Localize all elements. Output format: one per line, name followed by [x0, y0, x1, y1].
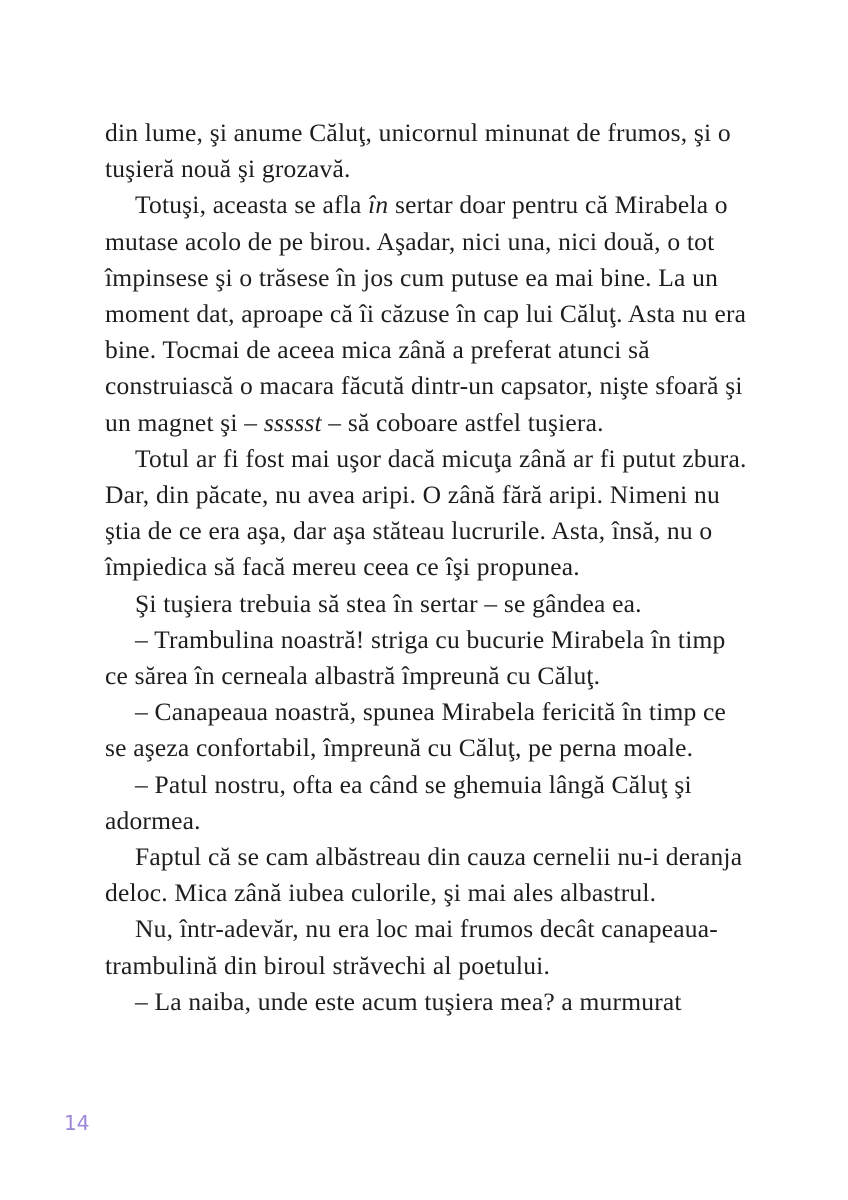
- paragraph: [105, 984, 753, 1020]
- paragraph: [105, 694, 753, 766]
- paragraph: [105, 911, 753, 983]
- paragraph-text: Totuşi, aceasta se afla: [135, 190, 369, 220]
- paragraph-text: – Canapeaua noastră, spunea Mirabela fericită în timp ce se aşeza confortabil, împreună cu Căluţ, pe perna moale.: [105, 697, 727, 763]
- paragraph: [105, 767, 753, 839]
- paragraph: [105, 622, 753, 694]
- paragraph-text: Faptul că se cam albăstreau din cauza cernelii nu-i deranja deloc. Mica zână iubea culorile, şi mai ales albastrul.: [105, 842, 743, 908]
- paragraph-text: – să coboare astfel tuşiera.: [321, 407, 604, 437]
- paragraph: [105, 586, 753, 622]
- paragraph-text: Şi tuşiera trebuia să stea în sertar – se gândea ea.: [135, 588, 642, 618]
- paragraph-text: – La naiba, unde este acum tuşiera mea? a murmurat: [135, 986, 682, 1016]
- paragraph-text: – Patul nostru, ofta ea când se ghemuia lângă Căluţ şi adormea.: [105, 769, 692, 835]
- page-number: 14: [64, 1111, 90, 1135]
- paragraph: [105, 441, 753, 586]
- paragraph-text: Nu, într-adevăr, nu era loc mai frumos decât canapeaua-trambulină din biroul străvechi al poetului.: [105, 914, 718, 980]
- paragraph-text-italic: în: [368, 190, 389, 220]
- paragraph-text: Totul ar fi fost mai uşor dacă micuţa zână ar fi putut zbura. Dar, din păcate, nu avea aripi. O zână fără aripi. Nimeni nu ştia de ce era aşa, dar aşa stăteau lucrurile. Asta, însă, nu o împiedica să facă mereu ceea ce îşi propunea.: [105, 443, 747, 582]
- text-block: [105, 115, 753, 1020]
- paragraph-text: – Trambulina noastră! striga cu bucurie Mirabela în timp ce sărea în cerneala albastră împreună cu Căluţ.: [105, 624, 726, 691]
- paragraph-text: din lume, şi anume Căluţ, unicornul minunat de frumos, şi o tuşieră nouă şi grozavă.: [105, 118, 731, 184]
- paragraph: [105, 115, 753, 187]
- paragraph: [105, 187, 753, 440]
- paragraph: [105, 839, 753, 911]
- paragraph-text: sertar doar pentru că Mirabela o mutase acolo de pe birou. Aşadar, nici una, nici două, o tot împinsese şi o trăsese în jos cum putuse ea mai bine. La un moment dat, aproape că îi căzuse în cap lui Căluţ. Asta nu era bine. Tocmai de aceea mica zână a preferat atunci să construiască o macara făcută dintr-un capsator, nişte sfoară şi un magnet şi –: [105, 190, 747, 437]
- paragraph-text-italic: ssssst: [263, 407, 322, 437]
